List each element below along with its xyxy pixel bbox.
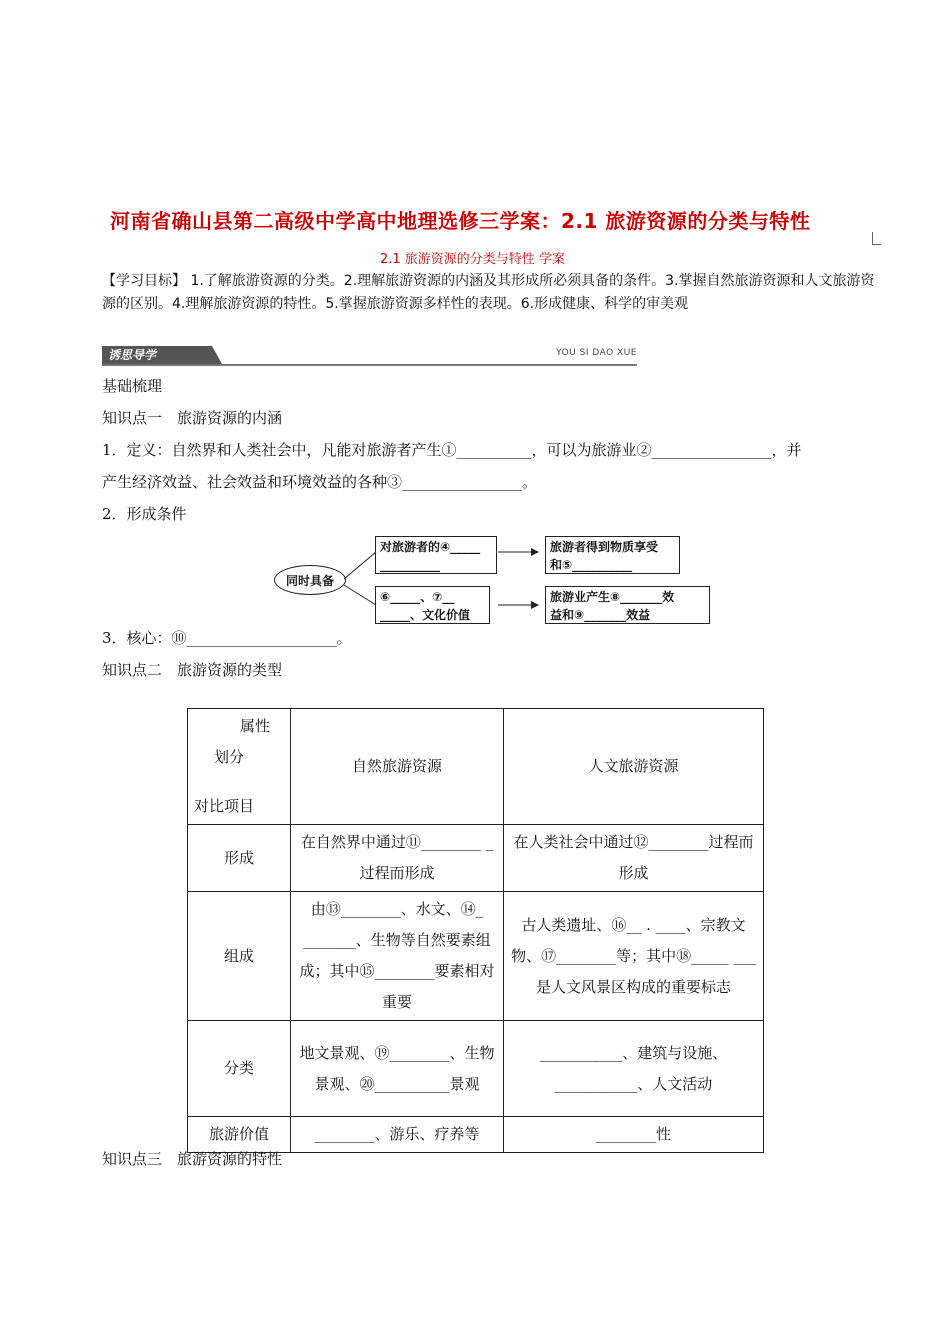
row-label: 形成	[188, 825, 291, 892]
table-row	[188, 1021, 764, 1117]
diagram-box-benefits	[545, 586, 710, 624]
subtitle: 2.1 旅游资源的分类与特性 学案	[380, 252, 565, 267]
banner-tag: 诱思导学	[102, 346, 212, 364]
table-row	[188, 892, 764, 1021]
row-label: 组成	[188, 892, 291, 1021]
banner-english: YOU SI DAO XUE	[556, 348, 637, 358]
diagram-box-enjoyment	[545, 536, 680, 574]
cell-human: 在人类社会中通过⑫________过程而形成	[504, 825, 764, 892]
col-natural: 自然旅游资源	[291, 709, 504, 825]
conditions-heading: 2．形成条件	[102, 505, 187, 523]
row-label: 分类	[188, 1021, 291, 1117]
cell-human: ________性	[504, 1117, 764, 1153]
box-line: 旅游业产生⑧_______效	[550, 590, 675, 604]
diagram-box-values	[375, 586, 490, 624]
diagram-center-oval: 同时具备	[274, 565, 346, 595]
section-banner	[102, 346, 637, 366]
box-line: __________	[380, 558, 440, 572]
kp2-heading: 知识点二 旅游资源的类型	[102, 661, 283, 679]
core-line: 3．核心：⑩____________________。	[102, 629, 352, 647]
hdr-compare: 对比项目	[194, 797, 255, 815]
cell-human: ___________、建筑与设施、___________、人文活动	[504, 1021, 764, 1117]
page-title: 河南省确山县第二高级中学高中地理选修三学案：2.1 旅游资源的分类与特性	[110, 209, 811, 233]
learning-goals: 【学习目标】 1.了解旅游资源的分类。2.理解旅游资源的内涵及其形成所必须具备的条件。3.掌握自然旅游资源和人文旅游资源的区别。4.理解旅游资源的特性。5.掌握旅游资源多样性的表现。6.形成健康、科学的审美观	[102, 273, 875, 312]
definition-line-1: 1．定义：自然界和人类社会中，凡能对旅游者产生①__________，可以为旅游业②________________，并	[102, 441, 802, 459]
cell-natural: 在自然界中通过⑪________ _过程而形成	[291, 825, 504, 892]
definition-line-2: 产生经济效益、社会效益和环境效益的各种③________________。	[102, 473, 538, 491]
hdr-attribute: 属性	[240, 717, 271, 735]
cell-human: 古人类遗址、⑯__ . ____、宗教文物、⑰________等；其中⑱_____ ___是人文风景区构成的重要标志	[504, 892, 764, 1021]
cell-natural: ________、游乐、疗养等	[291, 1117, 504, 1153]
basics-heading: 基础梳理	[102, 377, 163, 395]
header-cell	[188, 709, 291, 825]
box-line: 益和⑨_______效益	[550, 608, 651, 622]
kp1-heading: 知识点一 旅游资源的内涵	[102, 409, 283, 427]
hdr-divide: 划分	[214, 748, 245, 766]
box-line: 对旅游者的④_____	[380, 540, 481, 554]
box-line: 和⑤__________	[550, 558, 633, 572]
cell-natural: 由⑬________、水文、⑭_ _______、生物等自然要素组成；其中⑮________要素相对重要	[291, 892, 504, 1021]
banner-rule	[102, 364, 637, 366]
corner-mark	[872, 232, 881, 245]
cell-natural: 地文景观、⑲________、生物景观、⑳__________景观	[291, 1021, 504, 1117]
kp3-heading: 知识点三 旅游资源的特性	[102, 1150, 283, 1168]
table-row	[188, 825, 764, 892]
box-line: 旅游者得到物质享受	[550, 540, 659, 554]
col-human: 人文旅游资源	[504, 709, 764, 825]
box-line: _____、文化价值	[380, 608, 471, 622]
box-line: ⑥_____、⑦__	[380, 590, 455, 604]
diagram-box-attraction	[375, 536, 497, 574]
row-label: 旅游价值	[188, 1117, 291, 1153]
resource-type-table	[187, 708, 764, 1153]
